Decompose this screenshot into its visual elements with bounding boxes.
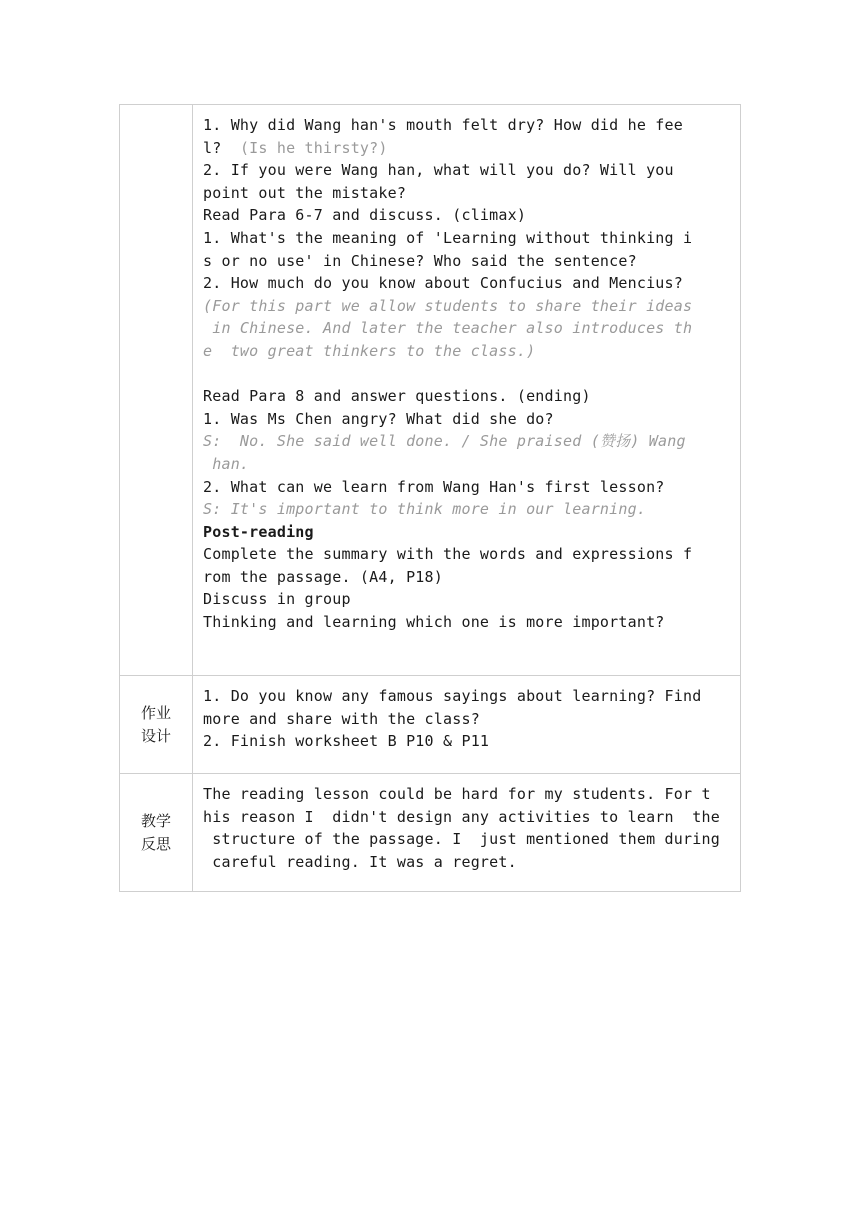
text-line [203,566,732,589]
line-text: e two great thinkers to the class.) [203,341,536,360]
text-line [203,385,732,408]
line-text: l? [203,138,240,157]
text-line [203,611,732,634]
table-row [120,676,741,774]
row-label-text: 作业 [140,703,171,722]
line-text: his reason I didn't design any activities to learn the [203,807,720,826]
line-text: 1. Was Ms Chen angry? What did she do? [203,409,554,428]
text-line [203,685,732,708]
text-line [203,783,732,806]
line-text: 1. Why did Wang han's mouth felt dry? How did he fee [203,116,683,134]
line-text: point out the mistake? [203,183,407,202]
line-text: 2. What can we learn from Wang Han's first lesson? [203,477,665,496]
row-content-cell [193,105,741,676]
table-row [120,774,741,892]
line-text: more and share with the class? [203,709,480,728]
line-text: Read Para 8 and answer questions. (ending) [203,387,591,406]
section-heading [203,521,732,544]
row-label-cell [120,105,193,676]
line-text: 2. How much do you know about Confucius and Mencius? [203,274,683,293]
text-line [203,340,732,363]
text-line [203,851,732,874]
line-text: The reading lesson could be hard for my students. For t [203,785,711,803]
hint-text: (Is he thirsty?) [239,138,388,157]
line-text: careful reading. It was a regret. [203,852,517,871]
text-line [203,295,732,318]
text-line [203,828,732,851]
row-label-cell [120,676,193,774]
text-line [203,250,732,273]
line-text: rom the passage. (A4, P18) [203,567,443,586]
text-line [203,476,732,499]
line-text: (For this part we allow students to share their ideas [203,296,693,315]
line-text: structure of the passage. I just mentioned them during [203,830,720,849]
line-text: 2. If you were Wang han, what will you do? Will you [203,161,674,180]
line-text: S: It's important to think more in our learning. [203,500,647,519]
row-content-cell [193,676,741,774]
blank-line [203,363,732,386]
text-line [203,227,732,250]
text-line [203,453,732,476]
line-text: Discuss in group [203,590,351,609]
text-line [203,182,732,205]
line-text: S: No. She said well done. / She praised (赞扬) Wang [203,432,686,451]
text-line [203,588,732,611]
line-text: Read Para 6-7 and discuss. (climax) [203,206,527,225]
line-text: Complete the summary with the words and expressions f [203,545,693,564]
text-line [203,543,732,566]
line-text: han. [203,454,250,473]
lesson-plan-table [119,104,741,892]
line-text: Post-reading [203,522,314,541]
text-line [203,272,732,295]
row-label-text: 教学 [140,811,171,830]
text-line [203,708,732,731]
table-row [120,105,741,676]
line-text: 1. What's the meaning of 'Learning without thinking i [203,228,693,247]
text-line [203,806,732,829]
line-text: s or no use' in Chinese? Who said the sentence? [203,251,637,270]
row-label-text: 设计 [140,726,171,745]
text-line [203,114,732,137]
text-line [203,430,732,453]
text-line [203,317,732,340]
text-line [203,204,732,227]
line-text: Thinking and learning which one is more important? [203,613,665,632]
row-label-text: 反思 [140,834,171,853]
text-line [203,730,732,753]
line-text: 1. Do you know any famous sayings about learning? Find [203,687,702,705]
text-line [203,498,732,521]
line-text: 2. Finish worksheet B P10 & P11 [203,732,490,751]
line-text: in Chinese. And later the teacher also introduces th [203,319,693,338]
text-line [203,159,732,182]
row-label-cell [120,774,193,892]
row-content-cell [193,774,741,892]
text-line [203,137,732,160]
text-line [203,408,732,431]
